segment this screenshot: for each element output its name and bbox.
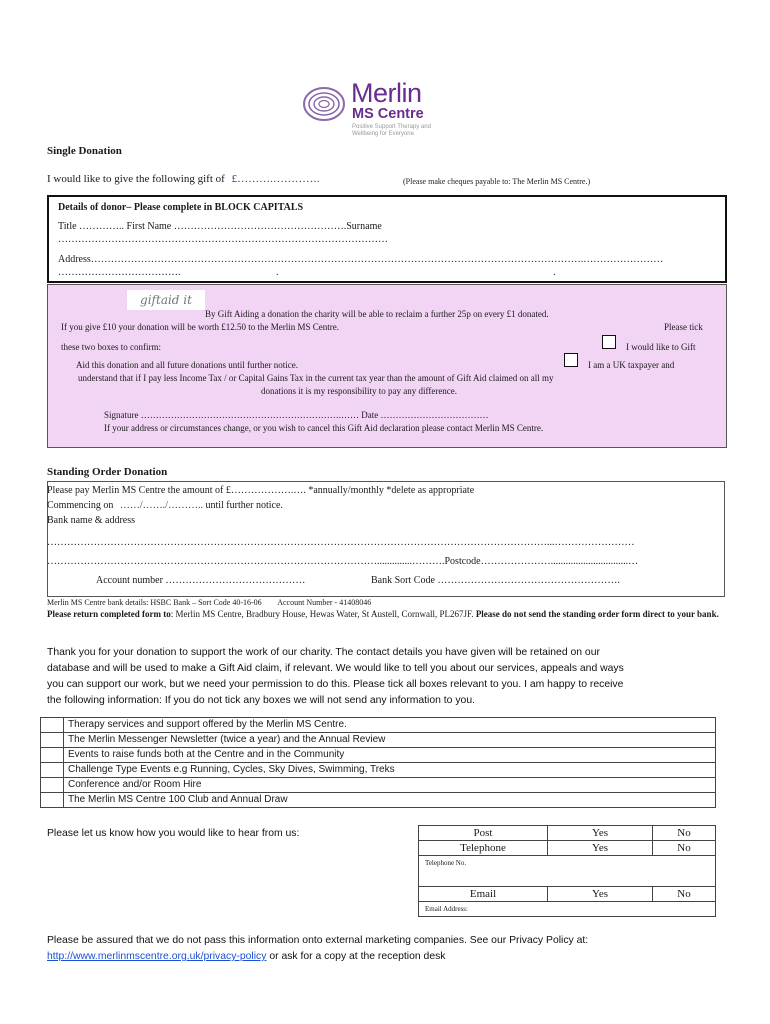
single-donation-heading: Single Donation [47,145,122,157]
preference-row [41,718,716,733]
preference-checkbox[interactable] [41,793,64,808]
bank-postcode-field[interactable]: ………………………………………………………………………………………..............……….Postcode…………………...............................… [47,556,639,567]
merlin-swirl-icon [302,86,346,122]
contact-table [418,825,716,917]
uk-taxpayer-label: I am a UK taxpayer and [588,360,675,370]
preference-row [41,733,716,748]
preference-label: Events to raise funds both at the Centre and in the Community [64,748,716,763]
standing-order-heading: Standing Order Donation [47,466,168,478]
contact-method: Telephone [419,841,548,856]
thanks-line: the following information: If you do not tick any boxes we will not send any information to you. [47,695,475,706]
contact-no-option[interactable]: No [653,887,716,902]
confirm-label: these two boxes to confirm: [61,342,161,352]
return-address: : Merlin MS Centre, Bradbury House, Hewas Water, St Austell, Cornwall, PL267JF. [170,609,474,619]
tax-responsibility: donations it is my responsibility to pay any difference. [261,386,458,396]
so-commencing [47,500,283,511]
preference-label: The Merlin Messenger Newsletter (twice a year) and the Annual Review [64,733,716,748]
gift-aid-checkbox[interactable] [602,335,616,349]
preference-checkbox[interactable] [41,763,64,778]
preference-label: Challenge Type Events e.g Running, Cycles, Sky Dives, Swimming, Treks [64,763,716,778]
giftaid-worth: If you give £10 your donation will be worth £12.50 to the Merlin MS Centre. [61,322,339,332]
donor-address-continuation[interactable]: ………………………………. [58,267,181,278]
contact-yes-option[interactable]: Yes [548,887,653,902]
donor-name-line[interactable]: Title ………….. First Name …………………………………………….Surname [58,221,382,232]
cheques-note: (Please make cheques payable to: The Merlin MS Centre.) [403,177,591,186]
preference-label: The Merlin MS Centre 100 Club and Annual Draw [64,793,716,808]
contact-method: Email [419,887,548,902]
preference-row [41,793,716,808]
gift-aid-continuation: Aid this donation and all future donations until further notice. [76,360,298,370]
contact-row [419,887,716,902]
contact-method: Post [419,826,548,841]
return-label: Please return completed form to [47,609,171,619]
donor-heading: Details of donor– Please complete in BLOCK CAPITALS [58,202,304,213]
thanks-line: you can support our work, but we need your permission to do this. Please tick all boxes relevant to you. I am happy to receive [47,679,624,690]
donor-address-line[interactable]: Address………………………………………………………………………………………………………………………………….…………………… [58,254,664,265]
contact-yes-option[interactable]: Yes [548,826,653,841]
tax-understanding: understand that if I pay less Income Tax / or Capital Gains Tax in the current tax year than the amount of Gift Aid claimed on all my [78,373,554,383]
email-address-row [419,902,716,917]
logo-tagline: Positive Support Therapy and Wellbeing for Everyone [352,124,431,137]
giftaid-logo: giftaid it [127,290,205,310]
privacy-line: Please be assured that we do not pass this information onto external marketing companies. See our Privacy Policy at: [47,935,589,946]
preference-checkbox[interactable] [41,778,64,793]
thank-you-paragraph [47,645,737,709]
account-number-field[interactable]: Account number …………………………………… [96,575,306,586]
contact-row [419,826,716,841]
preferences-table [40,717,716,808]
privacy-line [47,949,747,965]
gift-label: I would like to give the following gift of [47,173,225,185]
thanks-line: Thank you for your donation to support the work of our charity. The contact details you have given will be retained on our [47,647,600,658]
donor-dot: . [553,267,556,278]
preference-row [41,763,716,778]
commencing-label: Commencing on [47,500,114,511]
privacy-rest: or ask for a copy at the reception desk [266,951,446,962]
sort-code-field[interactable]: Bank Sort Code ………………………………………………. [371,575,620,586]
gift-line [47,173,320,185]
so-amount-line[interactable]: Please pay Merlin MS Centre the amount of £……………….…. *annually/monthly *delete as appropriate [47,485,475,496]
gift-amount-field[interactable]: £……….…………. [231,173,320,185]
commencing-date-field[interactable]: ……/……./……….. [119,500,203,511]
preference-checkbox[interactable] [41,733,64,748]
logo-name: Merlin [351,78,422,108]
logo-subname: MS Centre [352,106,424,122]
donor-dot: . [276,267,279,278]
contact-no-option[interactable]: No [653,841,716,856]
contact-yes-option[interactable]: Yes [548,841,653,856]
telephone-number-row [419,856,716,887]
uk-taxpayer-checkbox[interactable] [564,353,578,367]
signature-date-line[interactable]: Signature ………………………………………………………….…… Date ……………………………… [104,410,489,420]
preference-row [41,748,716,763]
return-warning: Please do not send the standing order form direct to your bank. [475,609,719,619]
preference-checkbox[interactable] [41,748,64,763]
donor-name-continuation[interactable]: ……………………………………………………………………………………… [58,234,388,245]
email-address-field[interactable]: Email Address: [419,902,716,917]
preference-label: Conference and/or Room Hire [64,778,716,793]
cancel-note: If your address or circumstances change, or you wish to cancel this Gift Aid declaration please contact Merlin MS Centre. [104,423,544,433]
bank-address-field[interactable]: ……………………………………………………………………………………………………………………………………...…………………… [47,537,635,548]
giftaid-intro: By Gift Aiding a donation the charity will be able to reclaim a further 25p on every £1 donated. [205,309,549,319]
merlin-logo [302,80,442,142]
contact-prompt: Please let us know how you would like to hear from us: [47,828,300,839]
preference-label: Therapy services and support offered by the Merlin MS Centre. [64,718,716,733]
preference-row [41,778,716,793]
telephone-number-field[interactable]: Telephone No. [419,856,716,887]
preference-checkbox[interactable] [41,718,64,733]
contact-row [419,841,716,856]
contact-no-option[interactable]: No [653,826,716,841]
bank-name-label: Bank name & address [47,515,136,526]
privacy-note [47,933,747,965]
gift-aid-checkbox-label: I would like to Gift [626,342,696,352]
privacy-policy-link[interactable]: http://www.merlinmscentre.org.uk/privacy-policy [47,951,267,962]
return-instructions [47,608,727,621]
bank-details: Merlin MS Centre bank details: HSBC Bank – Sort Code 40-16-06 Account Number - 41408046 [47,598,372,607]
commencing-suffix: until further notice. [205,500,283,511]
thanks-line: database and will be used to make a Gift Aid claim, if relevant. We would like to tell you about our services, appeals and ways [47,663,624,674]
please-tick-label: Please tick [664,322,703,332]
